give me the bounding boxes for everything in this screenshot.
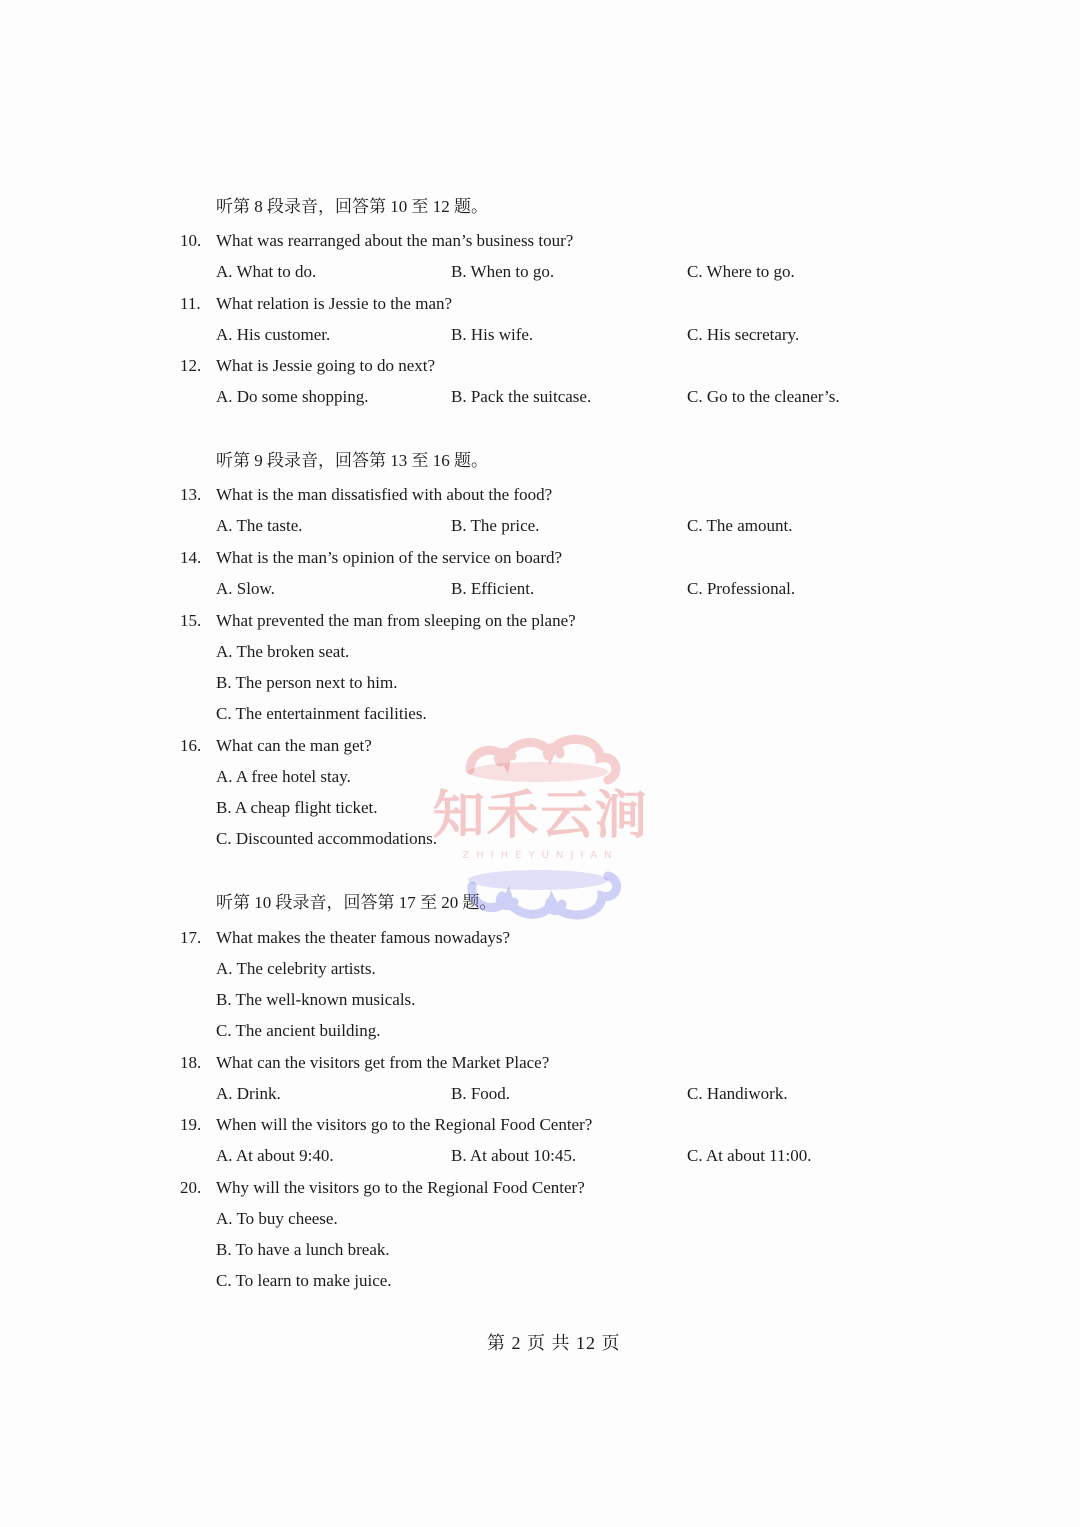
question-number: 11.	[180, 294, 201, 313]
question-number: 19.	[180, 1115, 202, 1134]
question-number: 10.	[180, 231, 202, 250]
question-text: What can the man get?	[216, 736, 372, 755]
question-text: What is the man’s opinion of the service on board?	[216, 548, 563, 567]
section-header: 听第 10 段录音，回答第 17 至 20 题。	[216, 893, 497, 912]
option-b: B. Food.	[451, 1084, 511, 1103]
question-number: 15.	[180, 611, 202, 630]
question-number: 13.	[180, 485, 202, 504]
option-a: A. What to do.	[216, 262, 317, 281]
option-c: C. Discounted accommodations.	[216, 829, 437, 848]
question-text: What makes the theater famous nowadays?	[216, 928, 511, 947]
option-c: C. Where to go.	[687, 262, 795, 281]
option-c: C. Professional.	[687, 579, 796, 598]
option-c: C. Go to the cleaner’s.	[687, 387, 840, 406]
option-a: A. To buy cheese.	[216, 1209, 338, 1228]
question-number: 12.	[180, 356, 202, 375]
question-text: When will the visitors go to the Regional Food Center?	[216, 1115, 593, 1134]
option-a: A. His customer.	[216, 325, 331, 344]
option-a: A. A free hotel stay.	[216, 767, 351, 786]
question-text: What is Jessie going to do next?	[216, 356, 436, 375]
option-b: B. The well-known musicals.	[216, 990, 416, 1009]
option-c: C. The entertainment facilities.	[216, 704, 427, 723]
option-b: B. His wife.	[451, 325, 534, 344]
option-c: C. To learn to make juice.	[216, 1271, 392, 1290]
page-number-footer: 第 2 页 共 12 页	[487, 1333, 621, 1353]
option-a: A. The taste.	[216, 516, 303, 535]
option-b: B. When to go.	[451, 262, 555, 281]
question-text: What prevented the man from sleeping on the plane?	[216, 611, 576, 630]
question-number: 14.	[180, 548, 202, 567]
option-a: A. Drink.	[216, 1084, 281, 1103]
option-c: C. The ancient building.	[216, 1021, 381, 1040]
option-c: C. The amount.	[687, 516, 793, 535]
question-number: 20.	[180, 1178, 202, 1197]
option-a: A. The broken seat.	[216, 642, 350, 661]
question-text: Why will the visitors go to the Regional Food Center?	[216, 1178, 585, 1197]
option-a: A. The celebrity artists.	[216, 959, 376, 978]
question-number: 17.	[180, 928, 202, 947]
option-b: B. The price.	[451, 516, 540, 535]
question-text: What relation is Jessie to the man?	[216, 294, 453, 313]
section-header: 听第 9 段录音，回答第 13 至 16 题。	[216, 451, 488, 470]
watermark-subtext: ZHIHEYUNJIAN	[462, 850, 619, 861]
option-b: B. A cheap flight ticket.	[216, 798, 378, 817]
question-number: 16.	[180, 736, 202, 755]
option-c: C. At about 11:00.	[687, 1146, 812, 1165]
question-number: 18.	[180, 1053, 202, 1072]
option-b: B. Efficient.	[451, 579, 535, 598]
question-text: What is the man dissatisfied with about the food?	[216, 485, 553, 504]
section-header: 听第 8 段录音，回答第 10 至 12 题。	[216, 197, 488, 216]
option-a: A. Do some shopping.	[216, 387, 369, 406]
option-b: B. The person next to him.	[216, 673, 398, 692]
question-text: What can the visitors get from the Market Place?	[216, 1053, 550, 1072]
option-c: C. Handiwork.	[687, 1084, 788, 1103]
option-c: C. His secretary.	[687, 325, 800, 344]
option-b: B. Pack the suitcase.	[451, 387, 592, 406]
option-a: A. At about 9:40.	[216, 1146, 334, 1165]
option-a: A. Slow.	[216, 579, 275, 598]
option-b: B. To have a lunch break.	[216, 1240, 390, 1259]
watermark-text: 知禾云涧	[432, 786, 649, 846]
option-b: B. At about 10:45.	[451, 1146, 577, 1165]
question-text: What was rearranged about the man’s business tour?	[216, 231, 574, 250]
